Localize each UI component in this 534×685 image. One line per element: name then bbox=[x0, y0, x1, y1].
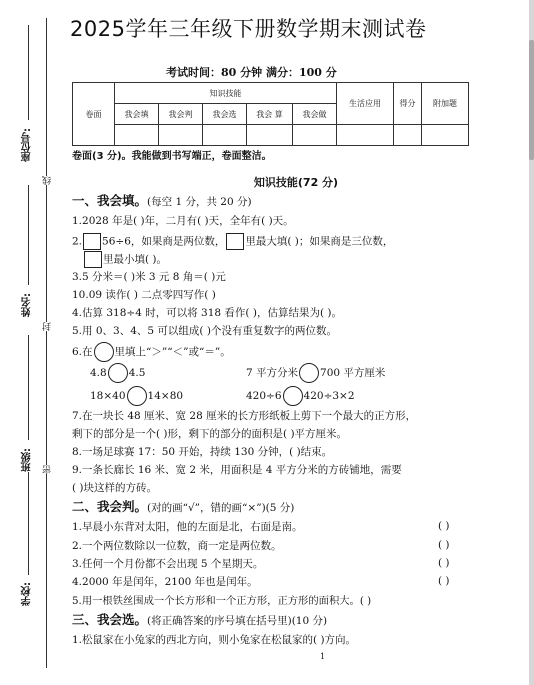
score-sub-5: 我会做 bbox=[293, 104, 337, 125]
score-cell bbox=[394, 125, 422, 146]
q6-b: 里填上“＞”“＜”或“＝”。 bbox=[114, 346, 231, 358]
j5: 5.用一根铁丝围成一个长方形和一个正方形，正方形的面积大。( ) bbox=[72, 595, 372, 607]
q6-r2d: 420÷3×2 bbox=[303, 390, 355, 402]
q3-b: 10.09 读作( ) 二点零四写作( ) bbox=[72, 289, 216, 301]
q6-r2b: 14×80 bbox=[147, 390, 184, 402]
score-cell bbox=[293, 125, 337, 146]
section-1-title bbox=[72, 194, 252, 209]
q6-r2a: 18×40 bbox=[90, 390, 126, 402]
name-label: 姓名: bbox=[22, 293, 33, 317]
sec3-note: (将正确答案的序号填在括号里)(10 分) bbox=[147, 615, 328, 627]
score-cell bbox=[422, 125, 469, 146]
q6-r1c: 7 平方分米 bbox=[246, 367, 299, 379]
q6-r1b: 4.5 bbox=[128, 367, 146, 379]
q6-row2-right bbox=[246, 386, 355, 406]
score-sub-1: 我会填 bbox=[115, 104, 159, 125]
score-sub-4: 我会 算 bbox=[247, 104, 293, 125]
score-sub-2: 我会判 bbox=[159, 104, 203, 125]
q7-a: 7.在一块长 48 厘米、宽 28 厘米的长方形纸板上剪下一个最大的正方形， bbox=[72, 410, 417, 422]
q2-cont bbox=[83, 251, 167, 268]
q6 bbox=[72, 342, 231, 362]
score-juanmian: 卷面 bbox=[73, 83, 115, 146]
q3-a: 3.5 分米＝( )米 3 元 8 角＝( )元 bbox=[72, 271, 226, 283]
sec3-title: 三、我会选。 bbox=[72, 612, 148, 627]
mark-xian: 线 bbox=[43, 176, 53, 185]
page-number: 1 bbox=[320, 652, 326, 661]
blank-circle[interactable] bbox=[94, 342, 114, 362]
q2 bbox=[72, 233, 393, 250]
name-blank bbox=[28, 185, 29, 285]
score-sub-3: 我会选 bbox=[203, 104, 247, 125]
j2-paren[interactable]: ( ) bbox=[438, 539, 450, 551]
c1: 1.松鼠家在小兔家的西北方向，则小兔家在松鼠家的( )方向。 bbox=[72, 634, 357, 646]
blank-box[interactable] bbox=[83, 233, 101, 250]
blank-box[interactable] bbox=[226, 233, 244, 250]
sec1-title: 一、我会填。 bbox=[72, 193, 148, 208]
score-cell bbox=[337, 125, 394, 146]
j2: 2.一个两位数除以一位数，商一定是两位数。 bbox=[72, 540, 282, 552]
scrollbar-thumb[interactable] bbox=[529, 40, 534, 160]
score-table bbox=[72, 82, 469, 146]
score-cell bbox=[159, 125, 203, 146]
blank-circle[interactable] bbox=[108, 363, 128, 383]
score-cell bbox=[247, 125, 293, 146]
q4: 4.估算 318÷4 时，可以将 318 看作( )，估算结果为( )。 bbox=[72, 307, 342, 319]
q5: 5.用 0、3、4、5 可以组成( )个没有重复数字的两位数。 bbox=[72, 325, 337, 337]
exam-info: 考试时间：80 分钟 满分：100 分 bbox=[166, 66, 337, 79]
section-3-title bbox=[72, 613, 327, 628]
seat-label: 座位号: bbox=[22, 128, 33, 162]
q6-r1a: 4.8 bbox=[90, 367, 107, 379]
q6-row1 bbox=[90, 363, 145, 383]
page-title: 2025学年三年级下册数学期末测试卷 bbox=[70, 17, 427, 41]
q1: 1.2028 年是( )年，二月有( )天，全年有( )天。 bbox=[72, 215, 294, 227]
sec2-title: 二、我会判。 bbox=[72, 499, 148, 514]
blank-box[interactable] bbox=[84, 251, 102, 268]
q2-d: 里最小填( )。 bbox=[103, 253, 168, 266]
q8: 8.一场足球赛 17：50 开始，持续 130 分钟，( )结束。 bbox=[72, 446, 333, 458]
section-2-title bbox=[72, 500, 294, 515]
seat-blank bbox=[28, 25, 29, 120]
q6-row2 bbox=[90, 386, 183, 406]
q6-r2c: 420÷6 bbox=[246, 390, 282, 402]
q6-row1-right bbox=[246, 363, 385, 383]
juanmian-note: 卷面(3 分)。我能做到书写端正，卷面整洁。 bbox=[72, 151, 272, 162]
mark-feng: 封 bbox=[43, 322, 53, 331]
q2-c: 里最大填( )；如果商是三位数， bbox=[245, 235, 394, 248]
sec1-note: (每空 1 分，共 20 分) bbox=[147, 196, 252, 208]
score-cell bbox=[115, 125, 159, 146]
binding-strip bbox=[0, 0, 66, 685]
j3: 3.任何一个月份都不会出现 5 个星期天。 bbox=[72, 558, 264, 570]
sec2-note: (对的画“√”，错的画“×”)(5 分) bbox=[147, 502, 295, 514]
q6-r1d: 700 平方厘米 bbox=[320, 367, 386, 379]
score-fujia: 附加题 bbox=[422, 83, 469, 125]
q6-a: 6.在 bbox=[72, 346, 93, 358]
mark-mi: 密 bbox=[43, 465, 53, 474]
scrollbar[interactable] bbox=[529, 0, 534, 685]
score-shenghuo: 生活应用 bbox=[337, 83, 394, 125]
blank-circle[interactable] bbox=[127, 386, 147, 406]
score-zhishi: 知识技能 bbox=[115, 83, 337, 104]
q9-b: ( )块这样的方砖。 bbox=[72, 482, 158, 494]
q9-a: 9.一条长廊长 16 米、宽 2 米，用面积是 4 平方分米的方砖铺地，需要 bbox=[72, 464, 402, 476]
j4: 4.2000 年是闰年，2100 年也是闰年。 bbox=[72, 576, 258, 588]
q7-b: 剩下的部分是一个( )形，剩下的部分的面积是( )平方厘米。 bbox=[72, 428, 348, 440]
school-blank bbox=[28, 470, 29, 575]
class-label: 班级: bbox=[22, 448, 33, 472]
class-blank bbox=[28, 335, 29, 440]
j1: 1.早晨小东背对太阳，他的左面是北，右面是南。 bbox=[72, 521, 303, 533]
score-cell bbox=[203, 125, 247, 146]
score-defen: 得分 bbox=[394, 83, 422, 125]
blank-circle[interactable] bbox=[283, 386, 303, 406]
section-header: 知识技能(72 分) bbox=[253, 176, 339, 189]
binding-line bbox=[46, 18, 47, 668]
q2-b: 56÷6，如果商是两位数， bbox=[102, 235, 226, 248]
blank-circle[interactable] bbox=[299, 363, 319, 383]
j3-paren[interactable]: ( ) bbox=[438, 557, 450, 569]
school-label: 学校: bbox=[22, 582, 33, 606]
q2-a: 2. bbox=[72, 235, 83, 248]
j4-paren[interactable]: ( ) bbox=[438, 575, 450, 587]
j1-paren[interactable]: ( ) bbox=[438, 520, 450, 532]
